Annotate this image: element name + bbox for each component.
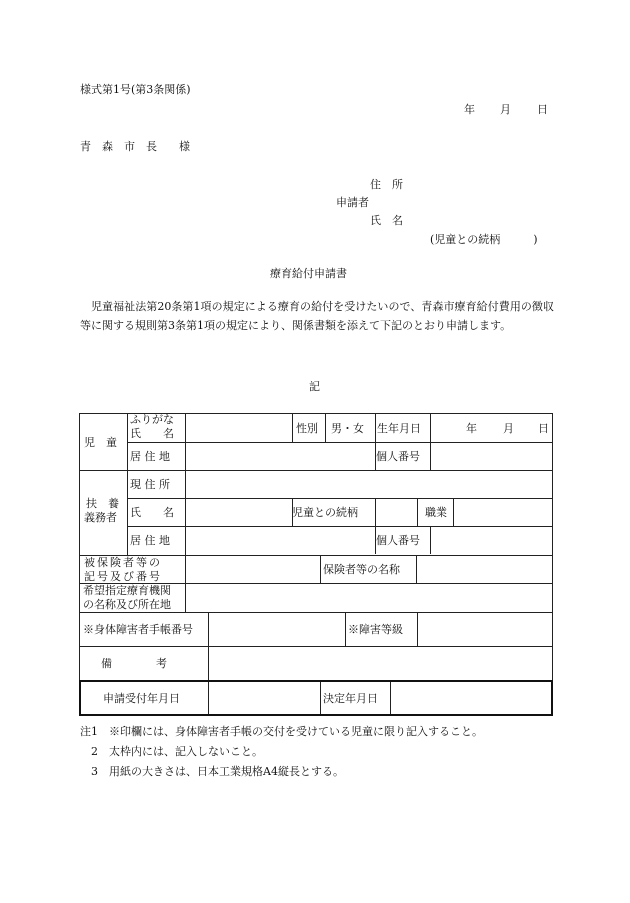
form-number: 様式第1号(第3条関係) [80, 83, 191, 96]
current-address-label: 現 住 所 [130, 478, 170, 491]
furigana-label: ふりがな [130, 413, 174, 426]
document-title: 療育給付申請書 [270, 267, 347, 280]
applicant-name-label: 氏 名 [370, 214, 403, 227]
child-residence-label: 居 住 地 [130, 450, 170, 463]
applicant-label: 申請者 [336, 196, 369, 209]
birth-day-label: 日 [538, 422, 549, 435]
child-name-label: 氏 名 [130, 427, 174, 440]
occupation-label: 職業 [425, 506, 447, 519]
institution-label-1: 希望指定療育機関 [83, 584, 171, 597]
applicant-address-label: 住 所 [370, 178, 403, 191]
child-personal-number-label: 個人番号 [376, 450, 420, 463]
insured-label-1: 被保険者等の [84, 556, 162, 569]
decision-date-label: 決定年月日 [323, 692, 378, 705]
sex-value: 男・女 [331, 422, 364, 435]
notes [80, 722, 483, 782]
guardian-label-2: 義務者 [84, 511, 117, 524]
birth-date-label: 生年月日 [377, 422, 421, 435]
note-1: 注1 ※印欄には、身体障害者手帳の交付を受けている児童に限り記入すること。 [80, 725, 483, 738]
relation-note: (児童との続柄 ) [430, 233, 538, 246]
child-label: 児 童 [84, 436, 117, 449]
body-paragraph: 児童福祉法第20条第1項の規定による療育の給付を受けたいので、青森市療育給付費用の徴収等に関する規則第3条第1項の規定により、関係書類を添えて下記のとおり申請します。 [80, 300, 554, 332]
note-3: 3 用紙の大きさは、日本工業規格A4縦長とする。 [80, 765, 344, 778]
guardian-name-label: 氏 名 [130, 506, 174, 519]
insured-label-2: 記号及び番号 [84, 570, 162, 583]
date-month-label: 月 [500, 103, 511, 116]
relation-label: 児童との続柄 [292, 506, 358, 519]
institution-label-2: の名称及び所在地 [83, 598, 171, 611]
date-day-label: 日 [537, 103, 548, 116]
note-2: 2 太枠内には、記入しないこと。 [80, 745, 263, 758]
guardian-personal-number-label: 個人番号 [376, 534, 420, 547]
date-year-label: 年 [464, 103, 475, 116]
handbook-number-label: ※身体障害者手帳番号 [83, 623, 193, 636]
disability-grade-label: ※障害等級 [348, 623, 403, 636]
receipt-date-label: 申請受付年月日 [103, 692, 180, 705]
birth-year-label: 年 [466, 422, 477, 435]
addressee: 青 森 市 長 様 [80, 140, 190, 153]
ki-label: 記 [309, 380, 320, 393]
sex-label: 性別 [296, 422, 318, 435]
remarks-label: 備 考 [101, 657, 167, 670]
guardian-residence-label: 居 住 地 [130, 534, 170, 547]
insurer-name-label: 保険者等の名称 [323, 563, 400, 576]
guardian-label-1: 扶 養 [86, 497, 119, 510]
birth-month-label: 月 [503, 422, 514, 435]
